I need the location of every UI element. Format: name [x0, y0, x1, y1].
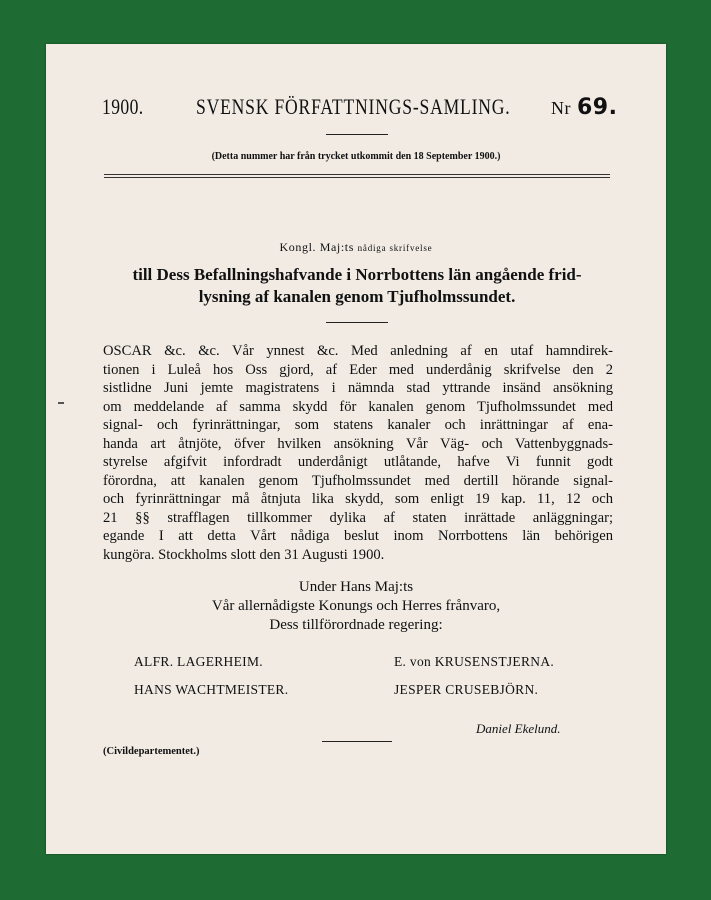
document-title	[104, 264, 610, 308]
document-type-lead: Kongl. Maj:ts	[279, 240, 354, 254]
number-prefix: Nr	[551, 98, 571, 118]
body-line: förordna, att kanalen genom Tjufholmssundet med dertill hörande signal-	[103, 472, 613, 489]
signature-lagerheim: ALFR. LAGERHEIM.	[134, 654, 263, 669]
closing-line: Vår allernådigste Konungs och Herres frånvaro,	[211, 598, 501, 614]
title-divider	[326, 322, 388, 323]
body-line: egande I att detta Vårt nådiga beslut inom Norrbottens län behörigen	[103, 528, 613, 544]
header-year: 1900.	[102, 94, 144, 119]
header-divider	[326, 134, 388, 135]
signature-wachtmeister: HANS WACHTMEISTER.	[134, 682, 289, 697]
body-line: styrelse afgifvit infordradt underdånigt utlåtande, hafve Vi funnit godt	[103, 454, 613, 470]
margin-mark	[58, 402, 64, 404]
countersignature: Daniel Ekelund.	[476, 721, 561, 736]
department-label: (Civildepartementet.)	[103, 746, 200, 757]
footer-divider	[322, 741, 392, 742]
signature-krusenstjerna: E. von KRUSENSTJERNA.	[394, 654, 555, 669]
title-line: till Dess Befallningshafvande i Norrbottens län angående frid-	[132, 265, 582, 284]
publication-notice: (Detta nummer har från trycket utkommit den 18 September 1900.)	[211, 151, 501, 162]
body-line: OSCAR &c. &c. Vår ynnest &c. Med anledning af en utaf hamndirek-	[103, 343, 613, 359]
body-line: sistlidne Juni jemte magistratens i nämnda stad yttrande insänd ansökning	[103, 380, 613, 396]
document-page	[46, 44, 666, 854]
body-text	[103, 342, 613, 564]
document-type-rest: nådiga skrifvelse	[357, 243, 433, 253]
body-line: om meddelande af samma skydd för kanalen genom Tjufholmssundet med	[103, 398, 613, 415]
closing-line: Under Hans Maj:ts	[298, 579, 414, 595]
signature-crusebjorn: JESPER CRUSEBJÖRN.	[394, 682, 539, 697]
double-rule-bottom	[104, 177, 610, 178]
header-title: SVENSK FÖRFATTNINGS-SAMLING.	[196, 94, 511, 119]
body-line: tionen i Luleå hos Oss gjord, af Eder med underdånig skrifvelse den 2	[103, 361, 613, 378]
body-line: 21 §§ strafflagen tillkommer dylika af staten inrättade anläggningar;	[103, 509, 613, 526]
body-line: kungöra. Stockholms slott den 31 Augusti 1900.	[103, 546, 385, 563]
closing-formula	[46, 578, 666, 635]
document-type	[46, 240, 666, 255]
title-line: lysning af kanalen genom Tjufholmssundet.	[198, 287, 516, 306]
body-line: och fyrinrättningar må åtnjuta lika skydd, som enligt 19 kap. 11, 12 och	[103, 491, 613, 507]
closing-line: Dess tillförordnade regering:	[269, 617, 443, 633]
header-number	[551, 94, 617, 120]
body-line: signal- och fyrinrättningar, som statens kanaler och inrättningar af ena-	[103, 417, 613, 433]
body-line: handa art åtnjöte, öfver hvilken ansökning Vår Väg- och Vattenbyggnads-	[103, 435, 613, 452]
double-rule-top	[104, 174, 610, 175]
number-value: 69.	[577, 95, 618, 120]
